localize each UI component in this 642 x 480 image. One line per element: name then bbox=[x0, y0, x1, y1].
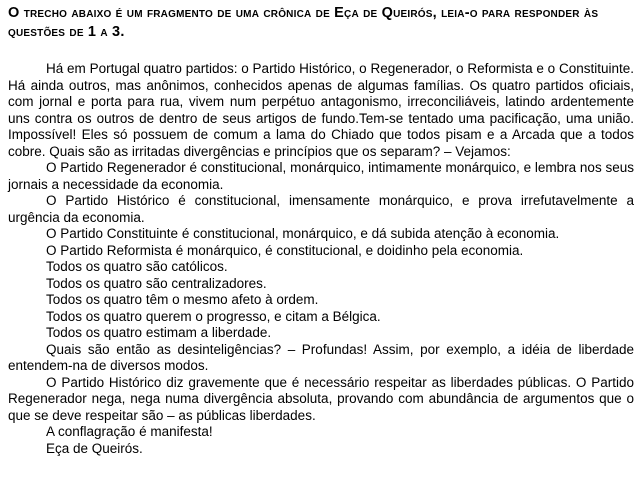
paragraph: Todos os quatro têm o mesmo afeto à ordem. bbox=[46, 292, 319, 307]
paragraph: O Partido Histórico é constitucional, imensamente monárquico, e prova irrefutavelmente a urgência da economia. bbox=[8, 193, 634, 225]
paragraph: Há em Portugal quatro partidos: o Partido Histórico, o Regenerador, o Reformista e o Constituinte. Há ainda outros, mas anônimos, conhecidos apenas de algumas famílias. Os quatro partidos oficiais, com jornal e porta para rua, vivem num perpétuo antagonismo, irreconciliáveis, latindo ardentemente uns contra os outros de dentro de seus artigos de fundo.Tem-se tentado uma pacificação, uma união. Impossível! Eles só possuem de comum a lama do Chiado que todos pisam e a Arcada que a todos cobre. Quais são as irritadas divergências e princípios que os separam? – Vejamos: bbox=[8, 61, 634, 159]
paragraph: O Partido Regenerador é constitucional, monárquico, intimamente monárquico, e lembra nos seus jornais a necessidade da economia. bbox=[8, 160, 634, 192]
paragraph: O Partido Constituinte é constitucional, monárquico, e dá subida atenção à economia. bbox=[46, 226, 560, 241]
paragraph: A conflagração é manifesta! bbox=[46, 424, 213, 439]
paragraph: Todos os quatro são católicos. bbox=[46, 259, 228, 274]
paragraph: Todos os quatro são centralizadores. bbox=[46, 275, 267, 291]
paragraph: Quais são então as desinteligências? – Profundas! Assim, por exemplo, a idéia de liberdade entendem-na de diversos modos. bbox=[8, 341, 634, 373]
exam-instruction-header: O trecho abaixo é um fragmento de uma crônica de Eça de Queirós, leia-o para responder às questões de 1 a 3. bbox=[8, 5, 599, 40]
paragraph: O Partido Reformista é monárquico, é constitucional, e doidinho pela economia. bbox=[46, 242, 524, 258]
paragraph: O Partido Histórico diz gravemente que é necessário respeitar as liberdades públicas. O Partido Regenerador nega, nega numa divergência absoluta, provando com abundância de argumentos que o que se deve respeitar são – as públicas liberdades. bbox=[8, 374, 634, 423]
chronicle-text bbox=[8, 61, 634, 457]
paragraph: Todos os quatro estimam a liberdade. bbox=[46, 325, 272, 340]
author-signature: Eça de Queirós. bbox=[46, 440, 143, 456]
paragraph: Todos os quatro querem o progresso, e citam a Bélgica. bbox=[46, 308, 381, 324]
